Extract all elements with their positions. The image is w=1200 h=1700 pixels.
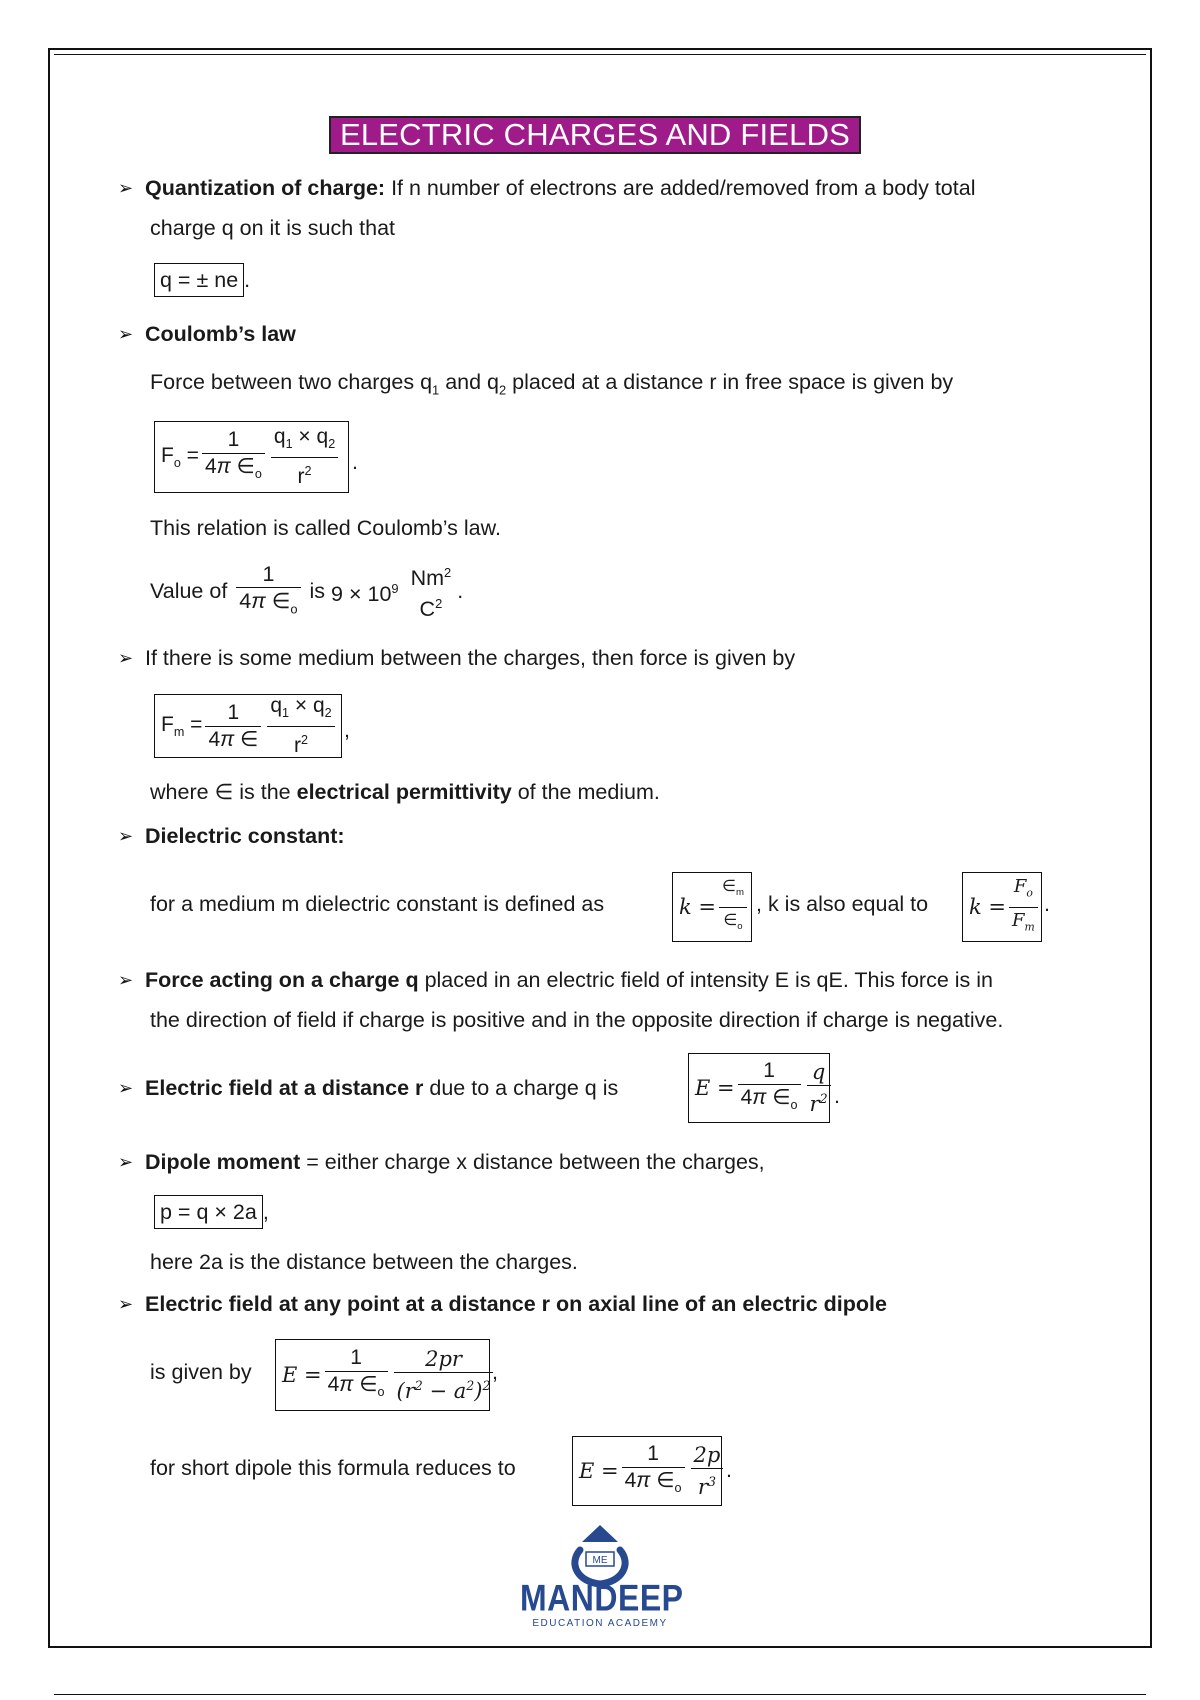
period: . <box>352 450 358 474</box>
section-text: If there is some medium between the charges, then force is given by <box>145 646 796 670</box>
logo-subtitle: EDUCATION ACADEMY <box>532 1618 668 1629</box>
period: . <box>1044 892 1050 916</box>
page-title: ELECTRIC CHARGES AND FIELDS <box>329 116 861 154</box>
bullet-arrow-icon: ➢ <box>118 1152 134 1172</box>
formula-dipole: p = q × 2a , <box>154 1195 269 1229</box>
section-text: charge q on it is such that <box>150 216 396 240</box>
bullet-arrow-icon: ➢ <box>118 648 134 668</box>
section-text: is given by <box>150 1360 252 1384</box>
formula-axial-field: E = $\frac{1}{4\pi \in_o}$ $\frac{2pr}{(r^2 - a^2)^2}$ <box>275 1339 490 1411</box>
formula-coulomb: $F_o$ = $\frac{1}{4\pi \in_o}$ $\frac{q_1 \times q_2}{r^2}$ <box>154 421 349 493</box>
section-heading: Quantization of charge: <box>145 176 386 200</box>
bullet-arrow-icon: ➢ <box>118 1294 134 1314</box>
section-text: , k is also equal to <box>756 892 929 916</box>
comma: , <box>492 1360 498 1384</box>
section-text: Dipole moment = either charge x distance between the charges, <box>145 1150 765 1174</box>
section-text: where ∈ is the electrical permittivity of the medium. <box>150 780 660 804</box>
section-heading: Electric field at any point at a distance r on axial line of an electric dipole <box>145 1292 887 1316</box>
formula-dielectric-k: k = $\frac{\in_m}{\in_o}$ <box>672 872 752 942</box>
section-heading: Coulomb’s law <box>145 322 296 346</box>
section-text: If n number of electrons are added/removed from a body total <box>385 176 976 200</box>
bullet-arrow-icon: ➢ <box>118 178 134 198</box>
logo-name: MANDEEP <box>520 1577 684 1619</box>
bullet-arrow-icon: ➢ <box>118 324 134 344</box>
section-heading: Dielectric constant: <box>145 824 345 848</box>
section-text: Electric field at a distance r due to a charge q is <box>145 1076 619 1100</box>
formula-box: q = ± ne <box>154 263 244 297</box>
comma: , <box>344 718 350 742</box>
bullet-arrow-icon: ➢ <box>118 1078 134 1098</box>
section-text: here 2a is the distance between the charges. <box>150 1250 578 1274</box>
section-text: This relation is called Coulomb’s law. <box>150 516 501 540</box>
period: . <box>726 1458 732 1482</box>
formula-quantization: q = ± ne . <box>154 263 250 297</box>
bullet-arrow-icon: ➢ <box>118 826 134 846</box>
section-text: for a medium m dielectric constant is defined as <box>150 892 605 916</box>
footer-rule <box>54 1694 1146 1695</box>
section-text: Force acting on a charge q placed in an electric field of intensity E is qE. This force is in <box>145 968 993 992</box>
bullet-arrow-icon: ➢ <box>118 970 134 990</box>
section-quantization <box>145 174 975 202</box>
section-text: the direction of field if charge is positive and in the opposite direction if charge is negative. <box>150 1008 1004 1032</box>
section-text: for short dipole this formula reduces to <box>150 1456 516 1480</box>
formula-field-point: E = $\frac{1}{4\pi \in_o}$ $\frac{q}{r^2}$ <box>688 1053 830 1123</box>
svg-text:ME: ME <box>592 1555 608 1566</box>
coulomb-constant: Value of $\frac{1}{4\pi \in_o}$ is $9 \times 10^9$ Nm$^2$ $C^2$ . <box>150 561 464 622</box>
formula-short-dipole: E = $\frac{1}{4\pi \in_o}$ $\frac{2p}{r^3}$ <box>572 1436 722 1506</box>
section-text: Force between two charges $q_1$ and $q_2$ placed at a distance r in free space is given by <box>150 370 954 398</box>
formula-dielectric-force: k = $\frac{F_o}{F_m}$ <box>962 872 1042 942</box>
formula-medium: $F_m$ = $\frac{1}{4\pi \in}$ $\frac{q_1 \times q_2}{r^2}$ <box>154 694 342 758</box>
period: . <box>834 1084 840 1108</box>
